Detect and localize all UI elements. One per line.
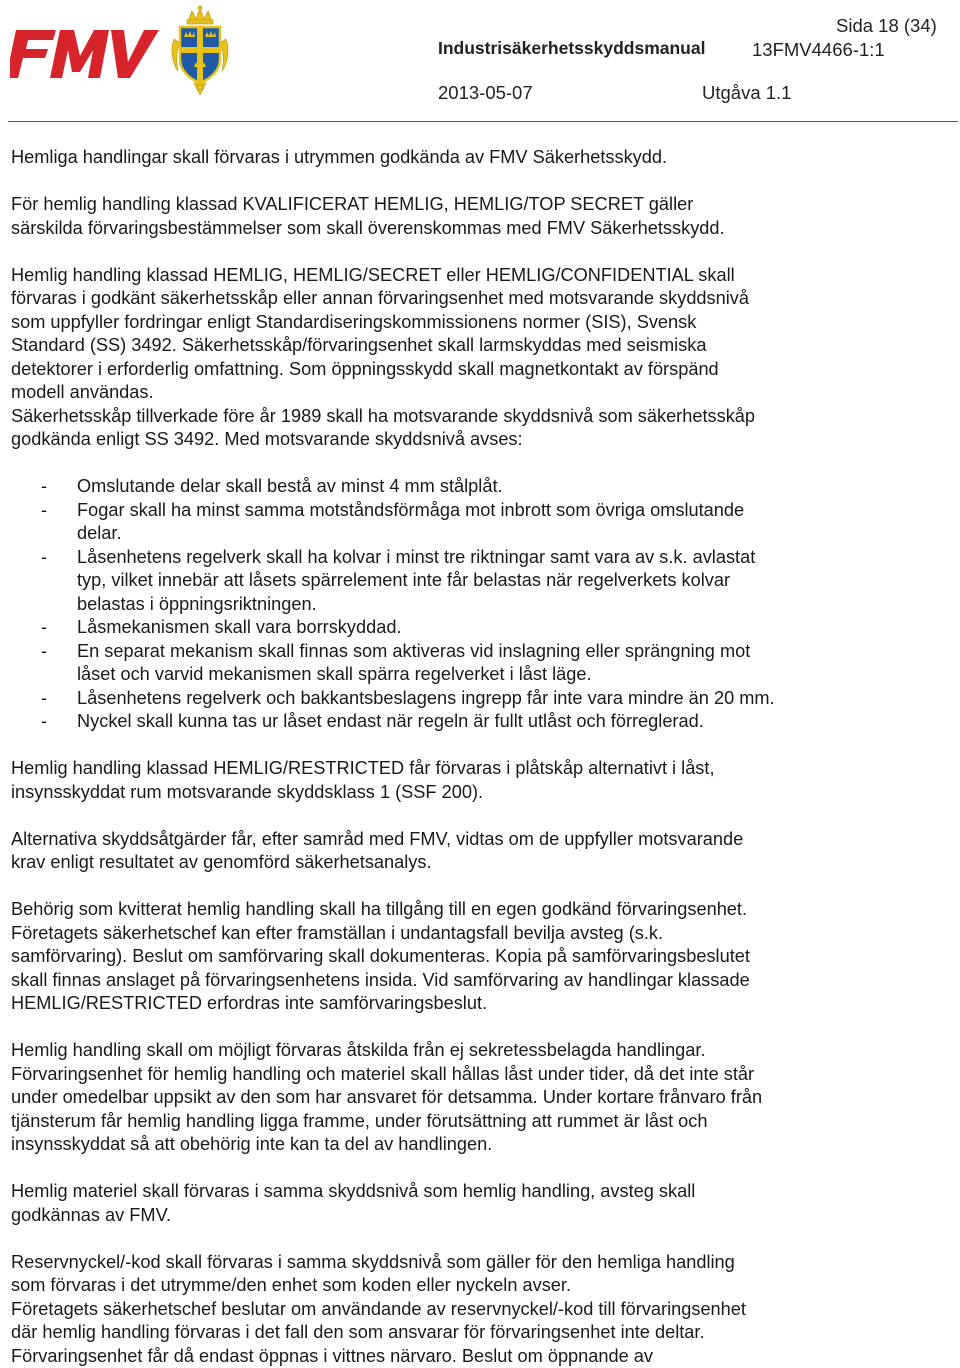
list-item: - Låsenhetens regelverk skall ha kolvar i minst tre riktningar samt vara av s.k. avlastat typ, vilket innebär att låsets spärrelement inte får belastas när regelverkets kolvar belastas i öppningsriktningen. bbox=[11, 546, 951, 617]
paragraph: Hemlig materiel skall förvaras i samma skyddsnivå som hemlig handling, avsteg skall godkännas av FMV. bbox=[11, 1180, 951, 1227]
fmv-logo bbox=[10, 28, 162, 80]
svg-text:FMV: FMV bbox=[10, 28, 12, 29]
list-item: - Låsmekanismen skall vara borrskyddad. bbox=[11, 616, 951, 640]
page-number: Sida 18 (34) bbox=[836, 15, 937, 37]
document-edition: Utgåva 1.1 bbox=[702, 82, 791, 104]
list-item: - En separat mekanism skall finnas som aktiveras vid inslagning eller sprängning mot låset och varvid mekanismen skall spärra regelverket i låst läge. bbox=[11, 640, 951, 687]
list-item: - Omslutande delar skall bestå av minst 4 mm stålplåt. bbox=[11, 475, 951, 499]
paragraph: Reservnyckel/-kod skall förvaras i samma skyddsnivå som gäller för den hemliga handling som förvaras i det utrymme/den enhet som koden eller nyckeln avser. Företagets säkerhetschef beslutar om användande av reservnyckel/-kod till förvaringsenhet där hemlig handling förvaras i det fall den som ansvarar för förvaringsenhet inte deltar. Förvaringsenhet får då endast öppnas i vittnes närvaro. Beslut om öppnande av bbox=[11, 1251, 951, 1368]
paragraph: För hemlig handling klassad KVALIFICERAT HEMLIG, HEMLIG/TOP SECRET gäller särskilda förvaringsbestämmelser som skall överenskommas med FMV Säkerhetsskydd. bbox=[11, 193, 951, 240]
paragraph: Hemlig handling klassad HEMLIG/RESTRICTED får förvaras i plåtskåp alternativt i låst, insynsskyddat rum motsvarande skyddsklass 1 (SSF 200). bbox=[11, 757, 951, 804]
paragraph: Alternativa skyddsåtgärder får, efter samråd med FMV, vidtas om de uppfyller motsvarande krav enligt resultatet av genomförd säkerhetsanalys. bbox=[11, 828, 951, 875]
paragraph: Hemlig handling klassad HEMLIG, HEMLIG/SECRET eller HEMLIG/CONFIDENTIAL skall förvaras i godkänt säkerhetsskåp eller annan förvaringsenhet med motsvarande skyddsnivå som uppfyller fordringar enligt Standardiseringskommissionens normer (SIS), Svensk Standard (SS) 3492. Säkerhetsskåp/förvaringsenhet skall larmskyddas med seismiska detektorer i erforderlig omfattning. Som öppningsskydd skall magnetkontakt av förspänd modell användas. Säkerhetsskåp tillverkade före år 1989 skall ha motsvarande skyddsnivå som säkerhetsskåp godkända enligt SS 3492. Med motsvarande skyddsnivå avses: bbox=[11, 264, 951, 452]
list-item: - Nyckel skall kunna tas ur låset endast när regeln är fullt utlåst och förreglerad. bbox=[11, 710, 951, 734]
swedish-crest-icon bbox=[168, 5, 232, 97]
document-date: 2013-05-07 bbox=[438, 82, 533, 104]
paragraph: Behörig som kvitterat hemlig handling skall ha tillgång till en egen godkänd förvaringsenhet. Företagets säkerhetschef kan efter framställan i undantagsfall bevilja avsteg (s.k. samförvaring). Beslut om samförvaring skall dokumenteras. Kopia på samförvaringsbeslutet skall finnas anslaget på förvaringsenhetens insida. Vid samförvaring av handlingar klassade HEMLIG/RESTRICTED erfordras inte samförvaringsbeslut. bbox=[11, 898, 951, 1016]
document-body bbox=[11, 146, 951, 1368]
document-number: 13FMV4466-1:1 bbox=[752, 39, 885, 61]
list-item: - Låsenhetens regelverk och bakkantsbeslagens ingrepp får inte vara mindre än 20 mm. bbox=[11, 687, 951, 711]
list-item: - Fogar skall ha minst samma motståndsförmåga mot inbrott som övriga omslutande delar. bbox=[11, 499, 951, 546]
paragraph: Hemliga handlingar skall förvaras i utrymmen godkända av FMV Säkerhetsskydd. bbox=[11, 146, 951, 170]
paragraph: Hemlig handling skall om möjligt förvaras åtskilda från ej sekretessbelagda handlingar. Förvaringsenhet för hemlig handling och materiel skall hållas låst under tider, då det inte står under omedelbar uppsikt av den som har ansvaret för detsamma. Under kortare frånvaro från tjänsterum får hemlig handling ligga framme, under förutsättning att rummet är låst och insynsskyddat så att obehörig inte kan ta del av handlingen. bbox=[11, 1039, 951, 1157]
page-header bbox=[0, 0, 960, 124]
header-divider bbox=[8, 121, 958, 122]
requirements-list bbox=[11, 475, 951, 734]
manual-title: Industrisäkerhetsskyddsmanual bbox=[438, 38, 705, 59]
